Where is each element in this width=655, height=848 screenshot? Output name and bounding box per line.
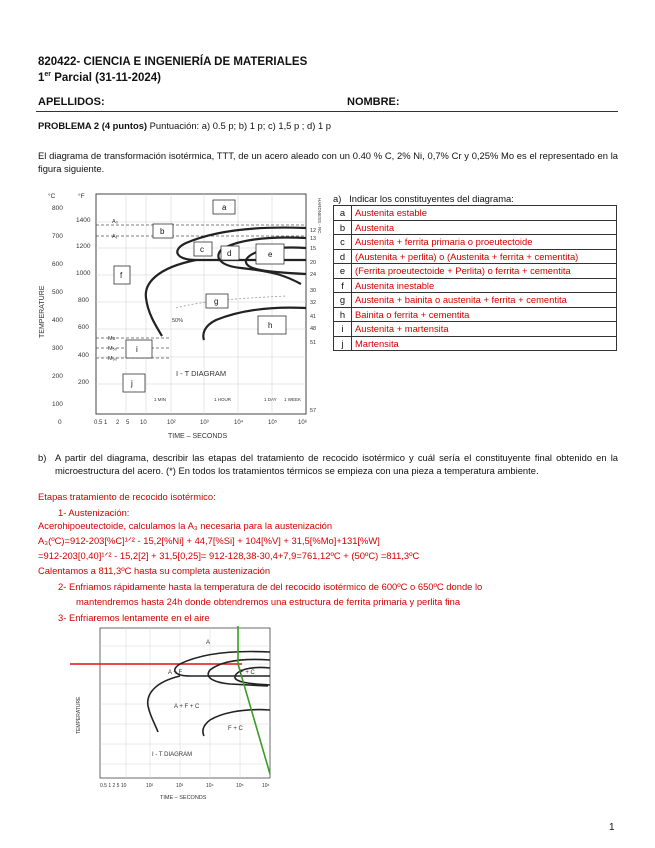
diagram-title: I - T DIAGRAM (152, 752, 193, 758)
row-key: c (334, 235, 352, 250)
row-key: j (334, 336, 352, 351)
f-tick: 800 (78, 297, 89, 304)
answer-step-2a: 2- Enfriamos rápidamente hasta la temperatura de del recocido isotérmico de 600ºC o 650ºC donde lo (58, 581, 483, 592)
c-tick: 200 (52, 373, 63, 380)
question-b-label: b) (38, 452, 47, 463)
x-tick: 10 (140, 420, 147, 426)
x-tick: 10⁶ (262, 783, 270, 789)
c-tick: 700 (52, 233, 63, 240)
row-value: (Austenita + perlita) o (Austenita + ferrita + cementita) (352, 249, 617, 264)
row-key: d (334, 249, 352, 264)
y-axis-label: TEMPERATURE (39, 285, 46, 338)
box-letter-a: a (222, 203, 227, 212)
answer-step-3: 3- Enfriaremos lentamente en el aire (58, 612, 210, 623)
x-tick: 0.5 1 (94, 420, 108, 426)
box-letter-b: b (160, 227, 165, 236)
x-axis-label: TIME – SECONDS (168, 433, 228, 440)
row-value: Austenita + martensita (352, 322, 617, 337)
hardness-tick: 20 (310, 260, 317, 266)
row-value: Austenita (352, 220, 617, 235)
x-tick: 10⁶ (298, 420, 308, 426)
ttt-diagram-treatment (70, 624, 280, 804)
box-letter-f: f (120, 271, 123, 280)
table-row (334, 249, 617, 264)
box-letter-e: e (268, 250, 273, 259)
hardness-tick: 30 (310, 288, 317, 294)
time-mark: 1 MIN (154, 397, 167, 402)
time-mark: 1 HOUR (214, 397, 232, 402)
c-tick: 600 (52, 261, 63, 268)
hardness-tick: 13 (310, 236, 317, 242)
constituents-table (333, 205, 617, 351)
row-key: i (334, 322, 352, 337)
name-label: NOMBRE: (347, 96, 400, 108)
exam-date: Parcial (31-11-2024) (51, 71, 161, 84)
answer-line-2: A₃(ºC)=912-203[%C]¹ᐟ² - 15,2[%Ni] + 44,7[%Si] + 104[%V] + 31,5[%Mo]+131[%W] (38, 535, 380, 546)
c-tick: 100 (52, 401, 63, 408)
surname-label: APELLIDOS: (38, 96, 105, 108)
hardness-tick: 57 (310, 408, 317, 414)
box-letter-g: g (214, 297, 219, 306)
c-tick: 0 (58, 419, 62, 426)
y-axis-label: TEMPERATURE (76, 696, 82, 734)
table-row (334, 206, 617, 221)
problem-scoring: Puntuación: a) 0.5 p; b) 1 p; c) 1,5 p ; d) 1 p (147, 120, 331, 131)
c-tick: 400 (52, 317, 63, 324)
x-tick: 10⁵ (268, 420, 278, 426)
region-fc-upper-label: F + C (240, 670, 255, 676)
problem-heading (38, 120, 331, 133)
header-divider (36, 111, 618, 112)
row-value: Austenita estable (352, 206, 617, 221)
m50-label: M₅₀ (108, 346, 118, 352)
x-tick: 10⁴ (234, 420, 244, 426)
x-tick: 10³ (200, 420, 209, 426)
question-a-label: a) (333, 193, 342, 204)
answer-line-1: Acerohipoeutectoide, calculamos la A₃ necesaria para la austenización (38, 520, 333, 531)
hardness-tick: 51 (310, 340, 317, 346)
f-tick: 1200 (76, 243, 91, 250)
x-tick: 10⁴ (206, 783, 214, 789)
hardness-tick: 12 (310, 228, 317, 234)
table-row (334, 235, 617, 250)
answer-heading: Etapas tratamiento de recocido isotérmico: (38, 491, 216, 502)
diagram-title: I - T DIAGRAM (176, 369, 227, 378)
x-tick: 2 (116, 420, 120, 426)
table-row (334, 220, 617, 235)
region-fc-label: F + C (228, 726, 243, 732)
row-value: (Ferrita proeutectoide + Perlita) o ferrita + cementita (352, 264, 617, 279)
row-key: f (334, 278, 352, 293)
f-tick: 200 (78, 379, 89, 386)
x-tick: 10³ (176, 783, 184, 789)
x-tick: 5 (126, 420, 130, 426)
hardness-label: HARDNESS - RC (317, 198, 322, 234)
question-b-text: A partir del diagrama, describir las etapas del tratamiento de recocido isotérmico y cuál sería el constituyente final obtenido en la microestructura del acero. (*) En todos los tratamientos térmicos se empieza con una pieza a temperatura ambiente. (55, 452, 618, 476)
box-letter-j: j (131, 379, 133, 388)
box-letter-h: h (268, 321, 273, 330)
box-letter-i: i (136, 345, 138, 354)
table-row (334, 278, 617, 293)
box-letter-c: c (200, 245, 204, 254)
answer-line-4: Calentamos a 811,3ºC hasta su completa austenización (38, 565, 271, 576)
problem-intro: El diagrama de transformación isotérmica, TTT, de un acero aleado con un 0.40 % C, 2% Ni, 0,7% Cr y 0,25% Mo es el representado en la figura siguiente. (38, 150, 618, 174)
f-tick: 1400 (76, 217, 91, 224)
answer-step-2b: mantendremos hasta 24h donde obtendremos una estructura de ferrita primaria y perlita fina (76, 596, 461, 607)
table-row (334, 336, 617, 351)
question-a (333, 193, 514, 206)
problem-title: PROBLEMA 2 (4 puntos) (38, 120, 148, 131)
x-tick: 10⁵ (236, 783, 244, 789)
time-mark: 1 DAY (264, 397, 277, 402)
row-key: g (334, 293, 352, 308)
exam-title (38, 71, 161, 84)
question-a-text: Indicar los constituyentes del diagrama: (349, 193, 514, 204)
row-value: Austenita inestable (352, 278, 617, 293)
a1-label: A₁ (112, 234, 118, 240)
c-tick: 500 (52, 289, 63, 296)
a3-label: A₃ (112, 219, 118, 225)
exam-ordinal-sup: er (44, 71, 52, 78)
row-key: e (334, 264, 352, 279)
row-key: h (334, 307, 352, 322)
question-b (38, 452, 618, 477)
ttt-diagram (36, 188, 326, 443)
fifty-percent-label: 50% (172, 318, 184, 324)
x-tick: 10² (146, 783, 154, 789)
box-letter-d: d (227, 249, 232, 258)
table-row (334, 264, 617, 279)
hardness-tick: 32 (310, 300, 317, 306)
c-tick: 800 (52, 205, 63, 212)
x-tick: 0.5 1 2 5 10 (100, 783, 127, 789)
hardness-tick: 15 (310, 246, 317, 252)
ms-label: Ms (108, 336, 116, 342)
hardness-tick: 48 (310, 326, 317, 332)
exam-ordinal: 1 (38, 71, 45, 84)
hardness-tick: 24 (310, 272, 317, 278)
row-value: Austenita + bainita o austenita + ferrita + cementita (352, 293, 617, 308)
x-tick: 10² (167, 420, 176, 426)
unit-celsius: °C (48, 193, 56, 200)
unit-fahrenheit: °F (78, 193, 85, 200)
table-row (334, 307, 617, 322)
page-number: 1 (609, 822, 615, 833)
answer-line-3: =912-203[0,40]¹ᐟ² - 15,2[2] + 31,5[0,25]= 912-128,38-30,4+7,9=761,12ºC + (50ºC) =811,3ºC (38, 550, 420, 561)
f-tick: 400 (78, 352, 89, 359)
row-value: Austenita + ferrita primaria o proeutectoide (352, 235, 617, 250)
row-key: b (334, 220, 352, 235)
row-value: Bainita o ferrita + cementita (352, 307, 617, 322)
f-tick: 600 (78, 324, 89, 331)
c-tick: 300 (52, 345, 63, 352)
table-row (334, 293, 617, 308)
course-title: 820422- CIENCIA E INGENIERÍA DE MATERIALES (38, 56, 308, 68)
x-axis-label: TIME – SECONDS (160, 795, 207, 801)
m90-label: M₉₀ (108, 356, 118, 362)
f-tick: 1000 (76, 270, 91, 277)
region-afc-label: A + F + C (174, 704, 200, 710)
table-row (334, 322, 617, 337)
region-a-label: A (206, 640, 211, 646)
hardness-tick: 41 (310, 314, 317, 320)
answer-step-1: 1- Austenización: (58, 507, 130, 518)
region-af-label: A + F (168, 670, 183, 676)
time-mark: 1 WEEK (284, 397, 302, 402)
row-value: Martensita (352, 336, 617, 351)
row-key: a (334, 206, 352, 221)
